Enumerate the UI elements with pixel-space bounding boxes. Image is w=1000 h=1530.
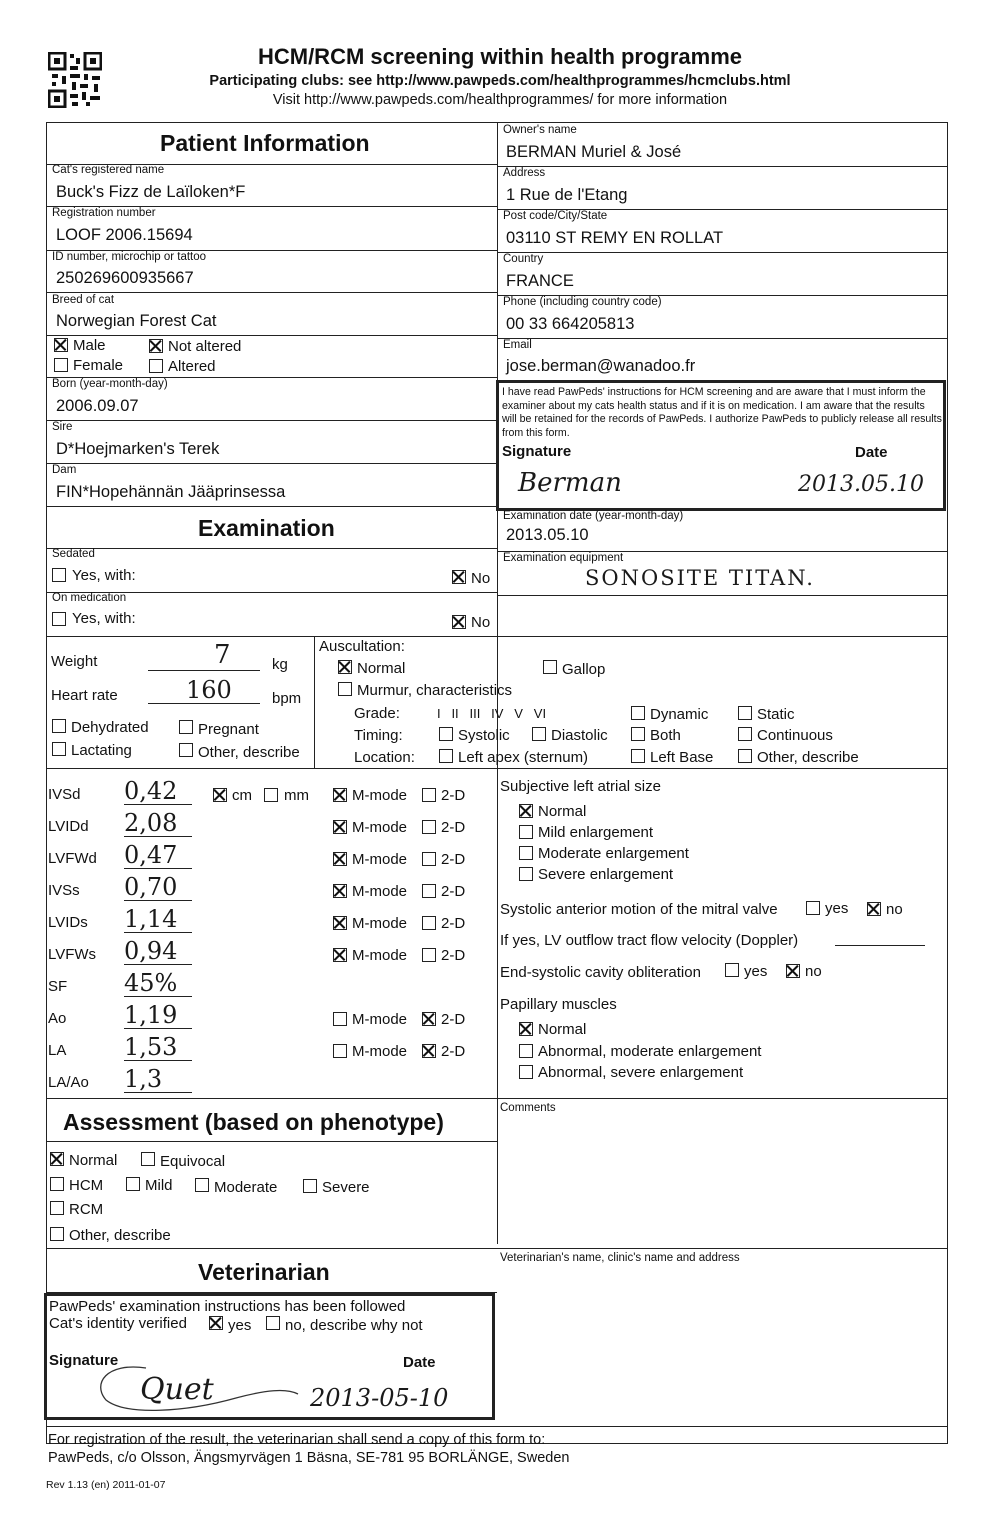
twod-label: 2-D — [441, 787, 466, 804]
twod-label: 2-D — [441, 915, 466, 932]
footer-line-1: For registration of the result, the veterinarian shall send a copy of this form to: — [48, 1432, 546, 1448]
clubs-line: Participating clubs: see http://www.pawpeds.com/healthprogrammes/hcmclubs.html — [209, 73, 791, 89]
location-other-checkbox[interactable] — [738, 749, 752, 763]
lactating-checkbox[interactable] — [52, 742, 66, 756]
twod-label: 2-D — [441, 851, 466, 868]
veterinarian-title: Veterinarian — [198, 1259, 330, 1285]
esco-yes-checkbox[interactable] — [725, 963, 739, 977]
weight-label: Weight — [51, 653, 98, 670]
country-label: Country — [503, 253, 544, 265]
born-label: Born (year-month-day) — [52, 378, 168, 390]
cm-checkbox[interactable] — [213, 788, 227, 802]
atrial-size-title: Subjective left atrial size — [500, 778, 661, 795]
breed-field[interactable]: Norwegian Forest Cat — [56, 312, 217, 330]
other-describe-label: Other, describe — [198, 744, 300, 761]
identity-yes-checkbox[interactable] — [209, 1316, 223, 1330]
left-apex-checkbox[interactable] — [439, 749, 453, 763]
registration-field[interactable]: LOOF 2006.15694 — [56, 226, 193, 244]
mmode-checkbox[interactable] — [333, 916, 347, 930]
comments-label: Comments — [500, 1102, 556, 1114]
twod-label: 2-D — [441, 819, 466, 836]
twod-checkbox[interactable] — [422, 852, 436, 866]
measure-value[interactable]: 0,70 — [124, 873, 178, 901]
atrial-severe-checkbox[interactable] — [519, 867, 533, 881]
twod-checkbox[interactable] — [422, 884, 436, 898]
dehydrated-label: Dehydrated — [71, 719, 149, 736]
both-label: Both — [650, 727, 681, 744]
severe-label: Severe — [322, 1179, 370, 1196]
assess-normal-label: Normal — [69, 1152, 118, 1169]
murmur-label: Murmur, characteristics — [357, 682, 513, 699]
twod-label: 2-D — [441, 883, 466, 900]
dam-field[interactable]: FIN*Hopehännän Jääprinsessa — [56, 483, 286, 501]
auscultation-label: Auscultation: — [319, 638, 405, 655]
measure-value[interactable]: 0,47 — [124, 841, 178, 869]
atrial-moderate-checkbox[interactable] — [519, 846, 533, 860]
left-base-label: Left Base — [650, 749, 714, 766]
systolic-label: Systolic — [458, 727, 510, 744]
pap-normal-label: Normal — [538, 1021, 587, 1038]
measure-value[interactable]: 1,14 — [124, 905, 178, 933]
static-label: Static — [757, 706, 795, 723]
diastolic-checkbox[interactable] — [532, 727, 546, 741]
mmode-checkbox[interactable] — [333, 1044, 347, 1058]
atrial-mild-label: Mild enlargement — [538, 824, 654, 841]
lactating-label: Lactating — [71, 742, 132, 759]
mmode-checkbox[interactable] — [333, 788, 347, 802]
dynamic-label: Dynamic — [650, 706, 709, 723]
cat-name-label: Cat's registered name — [52, 164, 165, 176]
mmode-checkbox[interactable] — [333, 884, 347, 898]
severe-checkbox[interactable] — [303, 1179, 317, 1193]
vet-name-label: Veterinarian's name, clinic's name and address — [500, 1252, 740, 1264]
measure-value[interactable]: 2,08 — [124, 809, 178, 837]
altered-label: Altered — [168, 358, 216, 375]
examination-title: Examination — [198, 515, 335, 541]
sedated-label: Sedated — [52, 548, 95, 560]
mmode-label: M-mode — [352, 883, 408, 900]
gallop-checkbox[interactable] — [543, 660, 557, 674]
weight-unit: kg — [272, 656, 288, 673]
country-field[interactable]: FRANCE — [506, 272, 574, 290]
phone-label: Phone (including country code) — [503, 296, 662, 308]
form-title: HCM/RCM screening within health programme — [257, 44, 743, 69]
atrial-normal-label: Normal — [538, 803, 587, 820]
vet-date-label: Date — [403, 1354, 436, 1371]
pap-severe-label: Abnormal, severe enlargement — [538, 1064, 744, 1081]
born-field[interactable]: 2006.09.07 — [56, 397, 139, 415]
lvot-field[interactable] — [835, 945, 925, 946]
twod-checkbox[interactable] — [422, 948, 436, 962]
twod-checkbox[interactable] — [422, 788, 436, 802]
email-label: Email — [503, 339, 532, 351]
twod-label: 2-D — [441, 1011, 466, 1028]
measure-label: LVFWs — [48, 946, 97, 963]
twod-checkbox[interactable] — [422, 1012, 436, 1026]
mild-checkbox[interactable] — [126, 1177, 140, 1191]
female-label: Female — [73, 357, 124, 374]
measure-label: SF — [48, 978, 68, 995]
measure-label: LA/Ao — [48, 1074, 89, 1091]
sedated-no-label: No — [471, 570, 491, 587]
measure-value[interactable]: 1,53 — [124, 1033, 178, 1061]
systolic-checkbox[interactable] — [439, 727, 453, 741]
lvot-label: If yes, LV outflow tract flow velocity (Doppler) — [500, 932, 799, 949]
pregnant-label: Pregnant — [198, 721, 259, 738]
male-checkbox[interactable] — [54, 338, 68, 352]
moderate-checkbox[interactable] — [195, 1178, 209, 1192]
measure-value[interactable]: 0,42 — [124, 777, 178, 805]
esco-yes-label: yes — [744, 963, 768, 980]
pap-moderate-checkbox[interactable] — [519, 1044, 533, 1058]
owner-statement: I have read PawPeds' instructions for HCM screening and are aware that I must inform the examiner about my cats health status and if it is on medication. I am aware that the results will be retained for the records of PawPeds. I authorize PawPeds to publicly release all results from this form. — [502, 386, 942, 439]
owner-date-label: Date — [855, 444, 888, 461]
grade-options[interactable]: I II III IV V VI — [437, 706, 547, 721]
footer-line-2: PawPeds, c/o Olsson, Ängsmyrvägen 1 Bäsna, SE-781 95 BORLÄNGE, Sweden — [48, 1450, 570, 1466]
measure-label: IVSd — [48, 786, 81, 803]
mm-checkbox[interactable] — [264, 788, 278, 802]
mmode-label: M-mode — [352, 787, 408, 804]
medication-label: On medication — [52, 592, 127, 604]
esco-no-checkbox[interactable] — [786, 964, 800, 978]
equivocal-label: Equivocal — [160, 1153, 226, 1170]
sam-yes-checkbox[interactable] — [806, 901, 820, 915]
sam-label: Systolic anterior motion of the mitral valve — [500, 901, 778, 918]
owner-name-field[interactable]: BERMAN Muriel & José — [506, 143, 682, 161]
heart-rate-field[interactable]: 160 — [186, 676, 232, 704]
post-code-label: Post code/City/State — [503, 210, 608, 222]
assessment-title: Assessment (based on phenotype) — [63, 1109, 444, 1135]
mmode-label: M-mode — [352, 1011, 408, 1028]
rcm-label: RCM — [69, 1201, 104, 1218]
measure-label: LVIDs — [48, 914, 88, 931]
equivocal-checkbox[interactable] — [141, 1152, 155, 1166]
twod-label: 2-D — [441, 1043, 466, 1060]
sam-no-checkbox[interactable] — [867, 902, 881, 916]
assess-normal-checkbox[interactable] — [50, 1152, 64, 1166]
pregnant-checkbox[interactable] — [179, 720, 193, 734]
identity-no-label: no, describe why not — [285, 1317, 423, 1334]
ausc-normal-checkbox[interactable] — [338, 660, 352, 674]
post-code-field[interactable]: 03110 ST REMY EN ROLLAT — [506, 229, 724, 247]
exam-date-label: Examination date (year-month-day) — [503, 510, 684, 522]
registration-label: Registration number — [52, 207, 156, 219]
mmode-checkbox[interactable] — [333, 852, 347, 866]
heart-rate-label: Heart rate — [51, 687, 118, 704]
atrial-normal-checkbox[interactable] — [519, 804, 533, 818]
twod-label: 2-D — [441, 947, 466, 964]
cat-name-field[interactable]: Buck's Fizz de Laïloken*F — [56, 183, 246, 201]
measure-value[interactable]: 0,94 — [124, 937, 178, 965]
measure-value[interactable]: 1,19 — [124, 1001, 178, 1029]
atrial-mild-checkbox[interactable] — [519, 825, 533, 839]
breed-label: Breed of cat — [52, 294, 115, 306]
owner-name-label: Owner's name — [503, 124, 577, 136]
esco-no-label: no — [805, 963, 822, 980]
left-apex-label: Left apex (sternum) — [458, 749, 589, 766]
sire-label: Sire — [52, 421, 73, 433]
mmode-label: M-mode — [352, 851, 408, 868]
mmode-label: M-mode — [352, 947, 408, 964]
dynamic-checkbox[interactable] — [631, 706, 645, 720]
medication-no-label: No — [471, 614, 491, 631]
revision-label: Rev 1.13 (en) 2011-01-07 — [46, 1479, 166, 1491]
measure-label: LA — [48, 1042, 67, 1059]
identity-yes-label: yes — [228, 1317, 252, 1334]
address-field[interactable]: 1 Rue de l'Etang — [506, 186, 628, 204]
comments-field[interactable] — [500, 1118, 940, 1244]
atrial-moderate-label: Moderate enlargement — [538, 845, 689, 862]
id-number-field[interactable]: 250269600935667 — [56, 269, 194, 287]
mmode-checkbox[interactable] — [333, 820, 347, 834]
rcm-checkbox[interactable] — [50, 1201, 64, 1215]
hcm-label: HCM — [69, 1177, 104, 1194]
measure-value[interactable]: 1,3 — [124, 1065, 163, 1093]
phone-field[interactable]: 00 33 664205813 — [506, 315, 635, 333]
male-label: Male — [73, 337, 106, 354]
mmode-label: M-mode — [352, 915, 408, 932]
vet-signature-date[interactable]: 2013-05-10 — [310, 1384, 449, 1412]
medication-yes-label: Yes, with: — [72, 610, 136, 627]
pap-severe-checkbox[interactable] — [519, 1065, 533, 1079]
location-label: Location: — [354, 749, 415, 766]
hcm-checkbox[interactable] — [50, 1177, 64, 1191]
twod-checkbox[interactable] — [422, 1044, 436, 1058]
papillary-label: Papillary muscles — [500, 996, 617, 1013]
sire-field[interactable]: D*Hoejmarken's Terek — [56, 440, 220, 458]
vet-name-field[interactable] — [500, 1268, 940, 1422]
twod-checkbox[interactable] — [422, 916, 436, 930]
measure-label: LVFWd — [48, 850, 97, 867]
assess-other-checkbox[interactable] — [50, 1227, 64, 1241]
measure-label: IVSs — [48, 882, 80, 899]
murmur-checkbox[interactable] — [338, 682, 352, 696]
measure-label: Ao — [48, 1010, 67, 1027]
identity-no-checkbox[interactable] — [266, 1316, 280, 1330]
medication-yes-checkbox[interactable] — [52, 612, 66, 626]
altered-checkbox[interactable] — [149, 359, 163, 373]
identity-verified-label: Cat's identity verified — [49, 1315, 187, 1332]
address-label: Address — [503, 167, 546, 179]
moderate-label: Moderate — [214, 1179, 278, 1196]
equipment-label: Examination equipment — [503, 552, 624, 564]
sam-no-label: no — [886, 901, 903, 918]
dehydrated-checkbox[interactable] — [52, 719, 66, 733]
continuous-checkbox[interactable] — [738, 727, 752, 741]
instructions-followed: PawPeds' examination instructions has been followed — [49, 1298, 406, 1315]
measure-label: LVIDd — [48, 818, 89, 835]
exam-date-field[interactable]: 2013.05.10 — [506, 526, 589, 544]
vet-signature-label: Signature — [49, 1352, 119, 1369]
sedated-yes-label: Yes, with: — [72, 567, 136, 584]
mmode-label: M-mode — [352, 819, 408, 836]
pap-moderate-label: Abnormal, moderate enlargement — [538, 1043, 762, 1060]
esco-label: End-systolic cavity obliteration — [500, 964, 701, 981]
twod-checkbox[interactable] — [422, 820, 436, 834]
id-number-label: ID number, microchip or tattoo — [52, 251, 207, 263]
dam-label: Dam — [52, 464, 77, 476]
measure-value[interactable]: 45% — [124, 969, 178, 997]
owner-signature[interactable]: Berman — [518, 468, 622, 498]
grade-label: Grade: — [354, 705, 400, 722]
left-base-checkbox[interactable] — [631, 749, 645, 763]
not-altered-checkbox[interactable] — [149, 339, 163, 353]
continuous-label: Continuous — [757, 727, 833, 744]
sedated-yes-checkbox[interactable] — [52, 568, 66, 582]
weight-field[interactable]: 7 — [214, 640, 231, 670]
static-checkbox[interactable] — [738, 706, 752, 720]
email-field[interactable]: jose.berman@wanadoo.fr — [506, 357, 696, 375]
diastolic-label: Diastolic — [551, 727, 608, 744]
other-describe-checkbox[interactable] — [179, 743, 193, 757]
heart-rate-unit: bpm — [272, 690, 302, 707]
vet-signature[interactable]: Quet — [140, 1372, 214, 1407]
timing-label: Timing: — [354, 727, 403, 744]
gallop-label: Gallop — [562, 661, 606, 678]
atrial-severe-label: Severe enlargement — [538, 866, 674, 883]
patient-info-title: Patient Information — [160, 130, 370, 156]
mmode-checkbox[interactable] — [333, 1012, 347, 1026]
mmode-label: M-mode — [352, 1043, 408, 1060]
location-other-label: Other, describe — [757, 749, 859, 766]
mmode-checkbox[interactable] — [333, 948, 347, 962]
medication-no-checkbox[interactable] — [452, 615, 466, 629]
owner-signature-date[interactable]: 2013.05.10 — [798, 472, 924, 497]
female-checkbox[interactable] — [54, 358, 68, 372]
cm-label: cm — [232, 787, 252, 804]
mm-label: mm — [284, 787, 309, 804]
assess-other-label: Other, describe — [69, 1227, 171, 1244]
both-checkbox[interactable] — [631, 727, 645, 741]
not-altered-label: Not altered — [168, 338, 242, 355]
sam-yes-label: yes — [825, 900, 849, 917]
ausc-normal-label: Normal — [357, 660, 406, 677]
equipment-field[interactable]: SONOSITE TITAN. — [585, 566, 815, 590]
mild-label: Mild — [145, 1177, 173, 1194]
sedated-no-checkbox[interactable] — [452, 570, 466, 584]
owner-signature-label: Signature — [502, 443, 572, 460]
visit-line: Visit http://www.pawpeds.com/healthprogrammes/ for more information — [272, 92, 728, 108]
pap-normal-checkbox[interactable] — [519, 1022, 533, 1036]
